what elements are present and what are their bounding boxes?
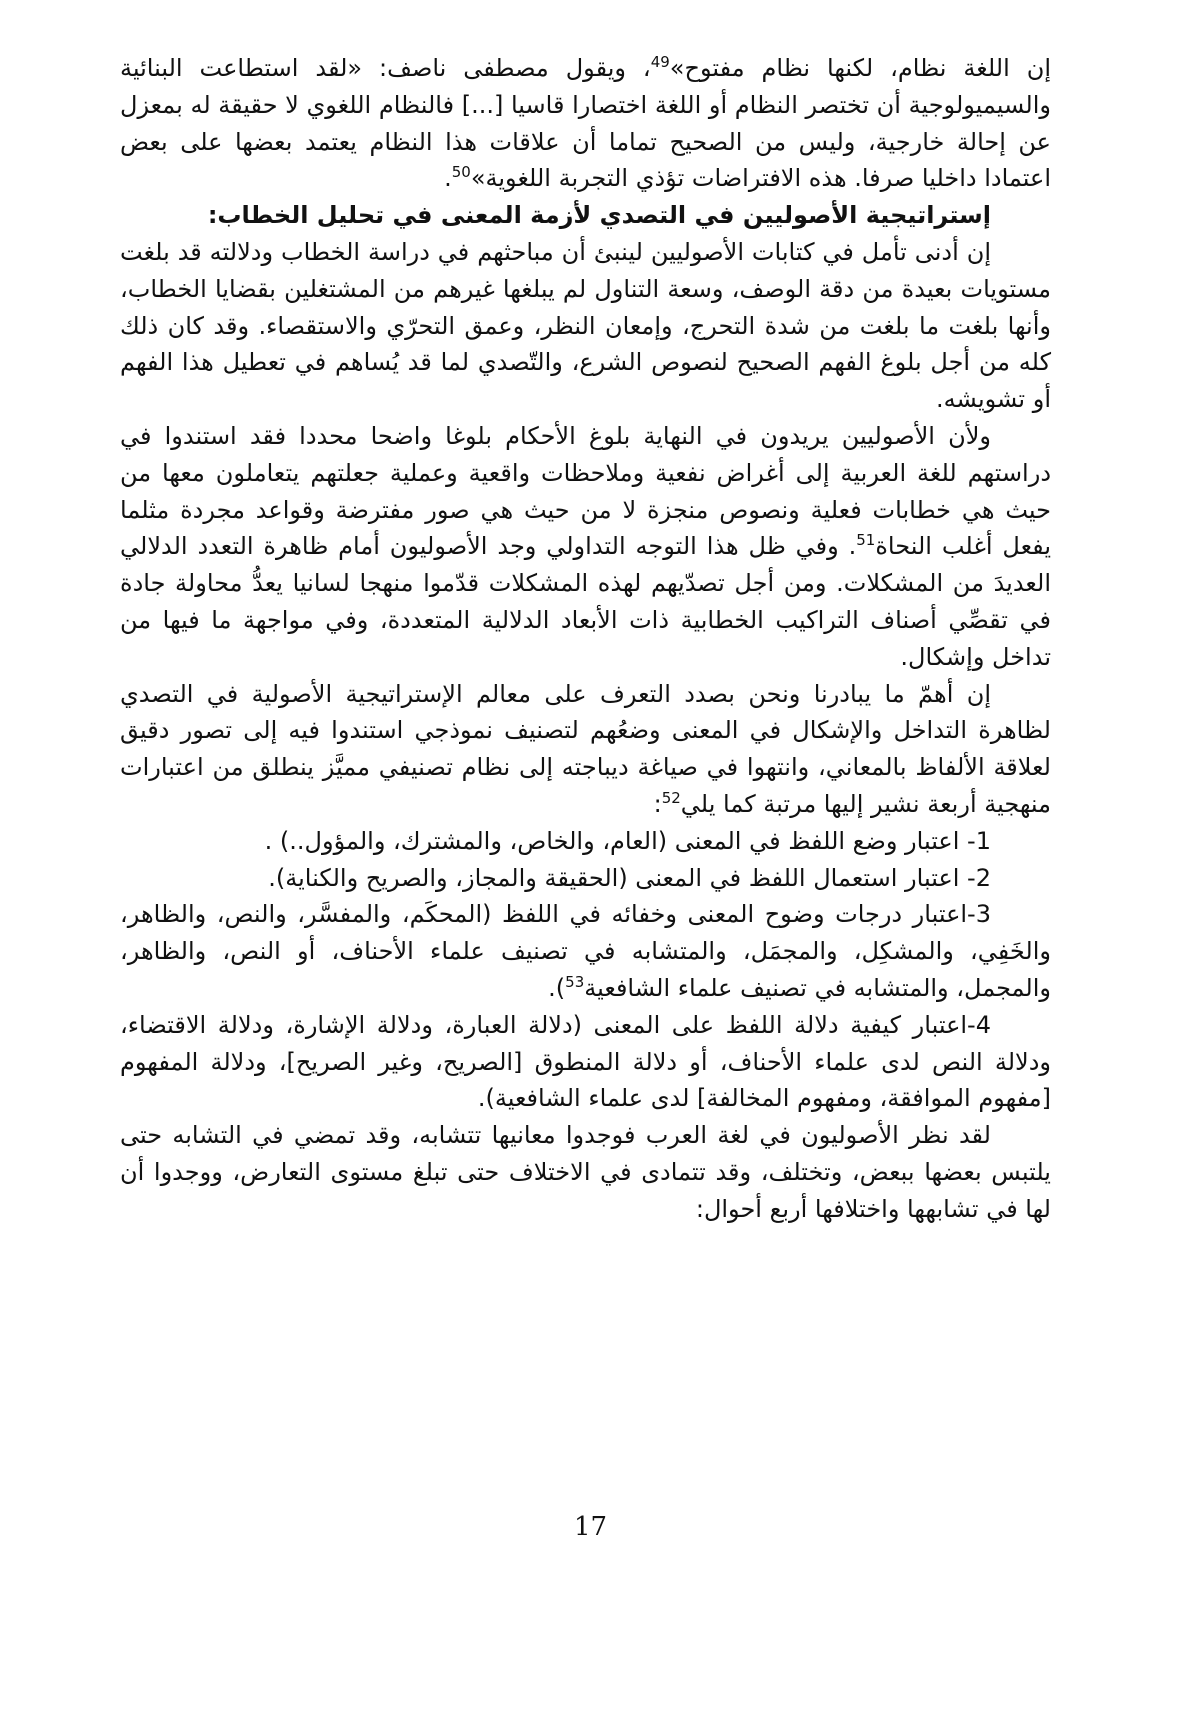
paragraph-meaning-states: لقد نظر الأصوليون في لغة العرب فوجدوا معانيها تتشابه، وقد تمضي في التشابه حتى يلتبس بعضها ببعض، وتختلف، وقد تتمادى في الاختلاف حتى تبلغ مستوى التعارض، ووجدوا أن لها في تشابهها واختلافها أربع أحوال: — [120, 1121, 1051, 1223]
paragraph-classification-intro: إن أهمّ ما يبادرنا ونحن بصدد التعرف على معالم الإستراتيجية الأصولية في التصدي لظاهرة التداخل والإشكال في المعنى وضعُهم لتصنيف نموذجي استندوا فيه إلى تصور دقيق لعلاقة الألفاظ بالمعاني، وانتهوا في صياغة ديباجته إلى نظام تصنيفي مميَّز ينطلق من اعتبارات منهجية أربعة نشير إليها مرتبة كما يلي$^{52}$: — [120, 679, 1051, 818]
footnote-ref-52[interactable]: 52 — [661, 788, 681, 807]
list-item-3: 3-اعتبار درجات وضوح المعنى وخفائه في اللفظ (المحكَم، والمفسَّر، والنص، والظاهر، والخَفِي، والمشكِل، والمجمَل، والمتشابه في تصنيف علماء الأحناف، أو النص، والظاهر، والمجمل، والمتشابه في تصنيف علماء الشافعية$^{53}$). — [120, 900, 1051, 1002]
footnote-ref-53[interactable]: 53 — [565, 972, 585, 991]
paragraph-quote-nassif: إن اللغة نظام، لكنها نظام مفتوح»$^{49}$، ويقول مصطفى ناصف: «لقد استطاعت البنائية والسيميولوجية أن تختصر النظام أو اللغة اختصارا قاسيا [...] فالنظام اللغوي لا حقيقة له بمعزل عن إحالة خارجية، وليس من الصحيح تماما أن علاقات هذا النظام يعتمد بعضها على بعض اعتمادا داخليا صرفا. هذه الافتراضات تؤذي التجربة اللغوية»$^{50}$. — [120, 53, 1051, 193]
paragraph-pragmatic-approach: ولأن الأصوليين يريدون في النهاية بلوغ الأحكام بلوغا واضحا محددا فقد استندوا في دراستهم للغة العربية إلى أغراض نفعية وملاحظات واقعية وعملية جعلتهم يتعاملون معها من حيث هي خطابات فعلية ونصوص منجزة لا من حيث هي صور مفترضة وقواعد مجردة مثلما يفعل أغلب النحاة$^{51}$. وفي ظل هذا التوجه التداولي وجد الأصوليون أمام ظاهرة التعدد الدلالي العديدَ من المشكلات. ومن أجل تصدّيهم لهذه المشكلات قدّموا منهجا لسانيا يعدُّ محاولة جادة في تقصِّي أصناف التراكيب الخطابية ذات الأبعاد الدلالية المتعددة، وفي مواجهة ما فيها من تداخل وإشكال. — [120, 421, 1052, 671]
footnote-ref-49[interactable]: 49 — [650, 53, 670, 71]
footnote-ref-50[interactable]: 50 — [451, 163, 471, 182]
page-number: 17 — [573, 1512, 608, 1542]
list-item-1: 1- اعتبار وضع اللفظ في المعنى (العام، والخاص، والمشترك، والمؤول..) . — [264, 826, 991, 855]
list-item-2: 2- اعتبار استعمال اللفظ في المعنى (الحقيقة والمجاز، والصريح والكناية). — [268, 863, 991, 892]
footnote-ref-51[interactable]: 51 — [856, 531, 876, 550]
list-item-4: 4-اعتبار كيفية دلالة اللفظ على المعنى (دلالة العبارة، ودلالة الإشارة، ودلالة الاقتضاء، ودلالة النص لدى علماء الأحناف، أو دلالة المنطوق [الصريح، وغير الصريح]، ودلالة المفهوم [مفهوم الموافقة، ومفهوم المخالفة] لدى علماء الشافعية). — [120, 1010, 1051, 1113]
paragraph-usuliyin-study: إن أدنى تأمل في كتابات الأصوليين لينبئ أن مباحثهم في دراسة الخطاب ودلالته قد بلغت مستويات بعيدة من دقة الوصف، وسعة التناول لم يبلغها غيرهم من المشتغلين بقضايا الخطاب، وأنها بلغت ما بلغت من شدة التحرج، وإمعان النظر، وعمق التحرّي والاستقصاء. وقد كان ذلك كله من أجل بلوغ الفهم الصحيح لنصوص الشرع، والتّصدي لما قد يُساهم في تعطيل هذا الفهم أو تشويشه. — [120, 237, 1051, 414]
section-heading: إستراتيجية الأصوليين في التصدي لأزمة المعنى في تحليل الخطاب: — [207, 201, 991, 230]
body-text — [120, 50, 1051, 1228]
